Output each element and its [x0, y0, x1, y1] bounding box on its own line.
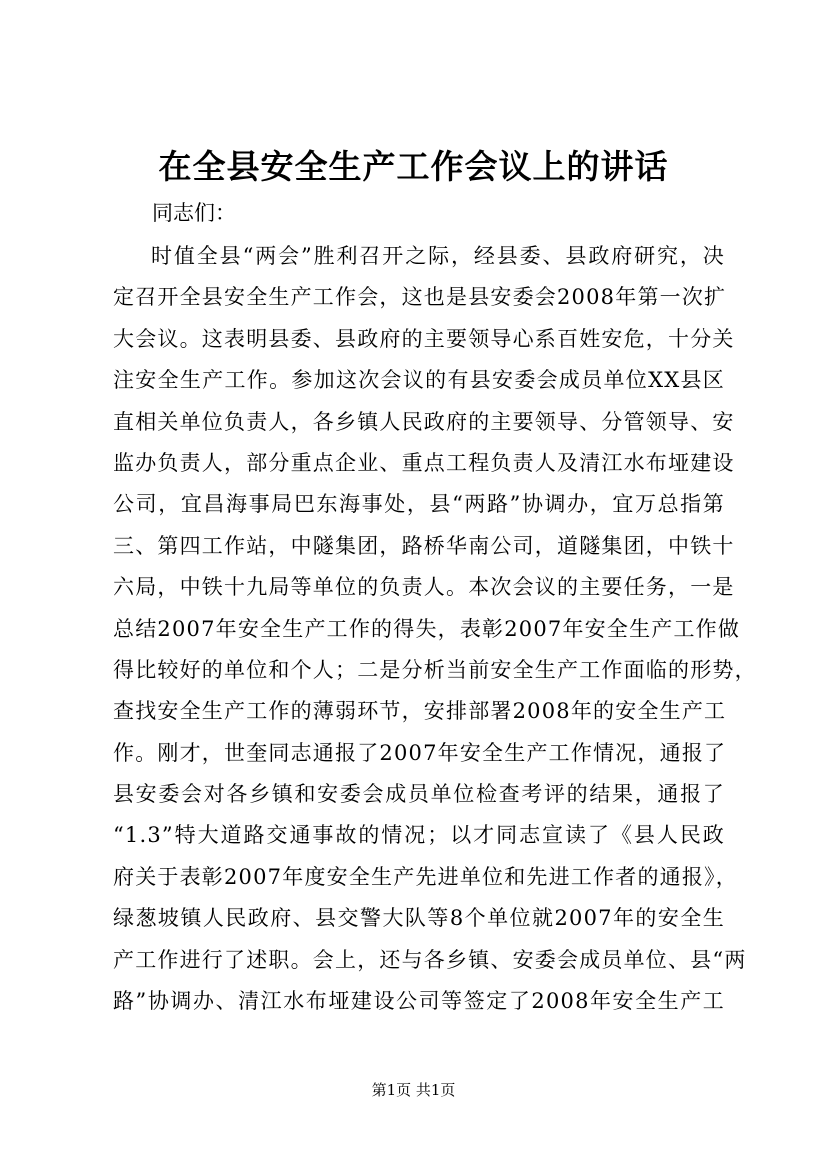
text-line: 大会议。这表明县委、县政府的主要领导心系百姓安危，十分关 — [113, 326, 735, 351]
text-line: 县安委会对各乡镇和安委会成员单位检查考评的结果，通报了 — [113, 782, 725, 807]
text-line: 作。刚才，世奎同志通报了2007年安全生产工作情况，通报了 — [113, 740, 727, 765]
text-line: 注安全生产工作。参加这次会议的有县安委会成员单位XX县区 — [113, 368, 725, 393]
text-line: 总结2007年安全生产工作的得失，表彰2007年安全生产工作做 — [113, 616, 741, 641]
text-line: 公司，宜昌海事局巴东海事处，县“两路”协调办，宜万总指第 — [113, 492, 725, 517]
salutation: 同志们： — [152, 201, 236, 225]
text-line: 六局，中铁十九局等单位的负责人。本次会议的主要任务，一是 — [113, 575, 735, 600]
text-line: 监办负责人，部分重点企业、重点工程负责人及清江水布垭建设 — [113, 450, 735, 475]
text-line: 定召开全县安全生产工作会，这也是县安委会2008年第一次扩 — [113, 285, 727, 310]
body-paragraph — [113, 236, 757, 1022]
text-line: 得比较好的单位和个人；二是分析当前安全生产工作面临的形势， — [113, 657, 757, 682]
text-line: 查找安全生产工作的薄弱环节，安排部署2008年的安全生产工 — [113, 699, 727, 724]
text-line: 三、第四工作站，中隧集团，路桥华南公司，道隧集团，中铁十 — [113, 533, 735, 558]
page-number-footer: 第1页 共1页 — [371, 1081, 456, 1099]
text-line: “1.3”特大道路交通事故的情况；以才同志宣读了《县人民政 — [113, 823, 725, 848]
document-title: 在全县安全生产工作会议上的讲话 — [158, 147, 669, 186]
text-line: 府关于表彰2007年度安全生产先进单位和先进工作者的通报》， — [113, 864, 738, 889]
text-line: 绿葱坡镇人民政府、县交警大队等8个单位就2007年的安全生 — [113, 906, 725, 931]
text-line: 路”协调办、清江水布垭建设公司等签定了2008年安全生产工 — [113, 989, 725, 1014]
text-line: 直相关单位负责人，各乡镇人民政府的主要领导、分管领导、安 — [113, 409, 735, 434]
text-line: 时值全县“两会”胜利召开之际，经县委、县政府研究，决 — [151, 244, 725, 268]
text-line: 产工作进行了述职。会上，还与各乡镇、安委会成员单位、县“两 — [113, 947, 747, 972]
